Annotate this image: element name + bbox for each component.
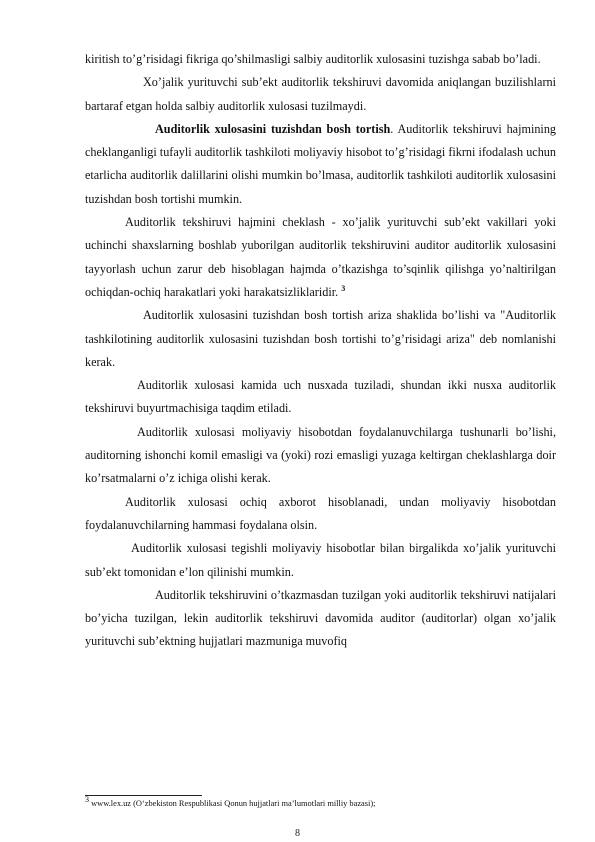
paragraph-text: . Auditorlik tekshiruvi hajmining cheklanganligi tufayli auditorlik tashkiloti moliyaviy hisobot to’g’risidagi fikrni ifodalash uchun etarlicha auditorlik dalillarini olishi mumkin bo’lmasa, auditorlik tashkiloti auditorlik xulosasini tuzishdan bosh tortishi mumkin. [85, 121, 557, 206]
paragraph-text: Auditorlik xulosasi moliyaviy hisobotdan foydalanuvchilarga tushunarli bo’lishi, auditorning ishonchi komil emasligi va (yoki) rozi emasligi yuzaga keltirgan cheklashlarga doir ko’rsatmalarni o’z ichiga olishi kerak. [85, 424, 556, 486]
footnote-marker: 3 [85, 795, 89, 805]
footnote-separator [85, 795, 202, 796]
footnote-reference[interactable]: 3 [341, 283, 346, 293]
paragraph-9 [85, 537, 556, 584]
section-heading: Auditorlik xulosasini tuzishdan bosh tortish [155, 121, 391, 136]
paragraph-10 [85, 584, 556, 654]
paragraph-4 [85, 211, 556, 304]
paragraph-text: Auditorlik xulosasi tegishli moliyaviy hisobotlar bilan birgalikda xo’jalik yurituvchi sub’ekt tomonidan e’lon qilinishi mumkin. [85, 541, 556, 579]
paragraph-text: Auditorlik xulosasi ochiq axborot hisoblanadi, undan moliyaviy hisobotdan foydalanuvchilarning hammasi foydalana olsin. [85, 494, 556, 532]
paragraph-6 [85, 374, 556, 421]
paragraph-2 [85, 71, 556, 118]
paragraph-text: kiritish to’g’risidagi fikriga qo’shilmasligi salbiy auditorlik xulosasini tuzishga sabab bo’ladi. [85, 52, 541, 66]
paragraph-text: Auditorlik tekshiruvi hajmini cheklash - xo’jalik yurituvchi sub’ekt vakillari yoki uchinchi shaxslarning boshlab yuborilgan auditorlik tekshiruvini auditor auditorlik xulosasini tayyorlash uchun zarur deb hisoblagan hajmda o’tkazishga to’sqinlik qilishga yo’naltirilgan ochiqdan-ochiq harakatlari yoki harakatsizliklaridir. [85, 215, 556, 299]
paragraph-text: Xo’jalik yurituvchi sub’ekt auditorlik tekshiruvi davomida aniqlangan buzilishlarni bartaraf etgan holda salbiy auditorlik xulosasi tuzilmaydi. [85, 75, 556, 113]
paragraph-5 [85, 304, 556, 374]
paragraph-text: Auditorlik xulosasi kamida uch nusxada tuziladi, shundan ikki nusxa auditorlik tekshiruvi buyurtmachisiga taqdim etiladi. [85, 378, 556, 416]
paragraph-7 [85, 421, 556, 491]
paragraph-3 [85, 118, 556, 211]
footnote-text: www.lex.uz (O‘zbekiston Respublikasi Qonun hujjatlari ma’lumotlari milliy bazasi); [89, 799, 376, 808]
paragraph-text: Auditorlik xulosasini tuzishdan bosh tortish ariza shaklida bo’lishi va "Auditorlik tashkilotining auditorlik xulosasini tuzishdan bosh tortishi to’g’risidagi ariza" deb nomlanishi kerak. [85, 308, 556, 369]
footnote [85, 795, 556, 808]
document-body [85, 48, 556, 654]
paragraph-1 [85, 48, 556, 71]
page-number: 8 [295, 828, 300, 839]
paragraph-8 [85, 491, 556, 538]
paragraph-text: Auditorlik tekshiruvini o’tkazmasdan tuzilgan yoki auditorlik tekshiruvi natijalari bo’yicha tuzilgan, lekin auditorlik tekshiruvi davomida auditor (auditorlar) olgan xo’jalik yurituvchi sub’ektning hujjatlari mazmuniga muvofiq [85, 587, 556, 649]
